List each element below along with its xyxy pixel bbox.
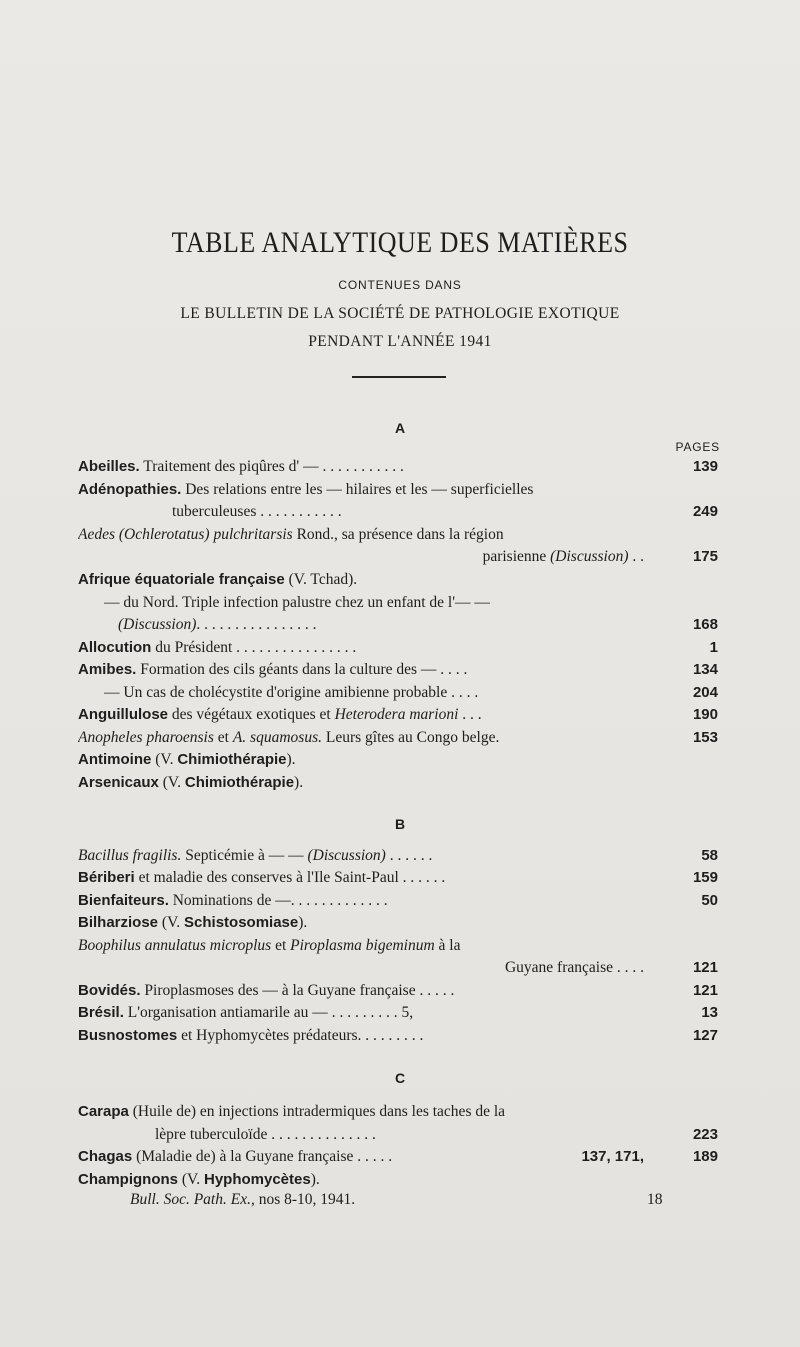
- index-entry: — du Nord. Triple infection palustre chez un enfant de l'— —: [104, 594, 490, 611]
- index-entry: Bienfaiteurs. Nominations de —. . . . . . . . . . . . .: [78, 892, 388, 909]
- index-entry: Anguillulose des végétaux exotiques et Heterodera marioni . . .: [78, 706, 482, 723]
- page-number: 175: [692, 548, 718, 565]
- title-rule: [352, 376, 446, 378]
- index-entry: Boophilus annulatus microplus et Piroplasma bigeminum à la: [78, 937, 461, 954]
- index-entry: Busnostomes et Hyphomycètes prédateurs. . . . . . . . .: [78, 1027, 424, 1044]
- index-entry: — Un cas de cholécystite d'origine amibienne probable . . . .: [104, 684, 479, 701]
- index-entry: Allocution du Président . . . . . . . . . . . . . . . .: [78, 639, 357, 656]
- subtitle-year: PENDANT L'ANNÉE 1941: [308, 333, 492, 350]
- index-entry-continuation: parisienne (Discussion) . .: [482, 548, 644, 565]
- page-number: 190: [692, 706, 718, 723]
- index-entry: Bériberi et maladie des conserves à l'Ile Saint-Paul . . . . . .: [78, 869, 446, 886]
- page-number: 168: [692, 616, 718, 633]
- index-entry: Aedes (Ochlerotatus) pulchritarsis Rond., sa présence dans la région: [78, 526, 504, 543]
- index-entry-continuation: (Discussion). . . . . . . . . . . . . . . .: [118, 616, 317, 633]
- index-entry-extra-pages: 137, 171,: [581, 1148, 644, 1165]
- index-entry-continuation: lèpre tuberculoïde . . . . . . . . . . . . . .: [155, 1126, 376, 1143]
- page-number: 189: [692, 1148, 718, 1165]
- page-number: 121: [692, 959, 718, 976]
- page-number: 1: [709, 639, 718, 656]
- index-entry: Adénopathies. Des relations entre les — hilaires et les — superficielles: [78, 481, 534, 498]
- page-title: TABLE ANALYTIQUE DES MATIÈRES: [171, 226, 629, 259]
- signature-number: 18: [647, 1191, 663, 1208]
- index-entry: Afrique équatoriale française (V. Tchad).: [78, 571, 358, 588]
- page-number: 121: [692, 982, 718, 999]
- index-entry: Antimoine (V. Chimiothérapie).: [78, 751, 296, 768]
- index-entry-continuation: tuberculeuses . . . . . . . . . . .: [172, 503, 342, 520]
- page-number: 204: [692, 684, 718, 701]
- footer-reference: Bull. Soc. Path. Ex., nos 8-10, 1941. 18: [130, 1188, 670, 1212]
- index-entry: Brésil. L'organisation antiamarile au — . . . . . . . . . 5,: [78, 1004, 414, 1021]
- page-number: 139: [692, 458, 718, 475]
- page-number: 249: [692, 503, 718, 520]
- page-number: 127: [692, 1027, 718, 1044]
- index-entry: Abeilles. Traitement des piqûres d' — . . . . . . . . . . .: [78, 458, 404, 475]
- page-number: 13: [701, 1004, 718, 1021]
- page-number: 153: [692, 729, 718, 746]
- page-number: 159: [692, 869, 718, 886]
- section-letter-a: A: [394, 420, 406, 436]
- index-entry: Arsenicaux (V. Chimiothérapie).: [78, 774, 304, 791]
- section-letter-b: B: [394, 816, 406, 832]
- index-entry: Carapa (Huile de) en injections intradermiques dans les taches de la: [78, 1103, 506, 1120]
- subtitle-contenues: CONTENUES DANS: [338, 278, 462, 292]
- page-number: 223: [692, 1126, 718, 1143]
- section-letter-c: C: [394, 1070, 406, 1086]
- page-number: 134: [692, 661, 718, 678]
- index-entry: Bacillus fragilis. Septicémie à — — (Discussion) . . . . . .: [78, 847, 433, 864]
- index-entry-continuation: Guyane française . . . .: [504, 959, 644, 976]
- index-entry: Chagas (Maladie de) à la Guyane française . . . . .: [78, 1148, 393, 1165]
- index-entry: Champignons (V. Hyphomycètes).: [78, 1171, 320, 1188]
- subtitle-bulletin: LE BULLETIN DE LA SOCIÉTÉ DE PATHOLOGIE EXOTIQUE: [180, 305, 620, 322]
- page-number: 58: [701, 847, 718, 864]
- index-entry: Amibes. Formation des cils géants dans la culture des — . . . .: [78, 661, 468, 678]
- index-entry: Anopheles pharoensis et A. squamosus. Leurs gîtes au Congo belge.: [78, 729, 500, 746]
- index-entry: Bilharziose (V. Schistosomiase).: [78, 914, 308, 931]
- pages-column-label: PAGES: [675, 440, 720, 454]
- page-number: 50: [701, 892, 718, 909]
- index-entry: Bovidés. Piroplasmoses des — à la Guyane française . . . . .: [78, 982, 455, 999]
